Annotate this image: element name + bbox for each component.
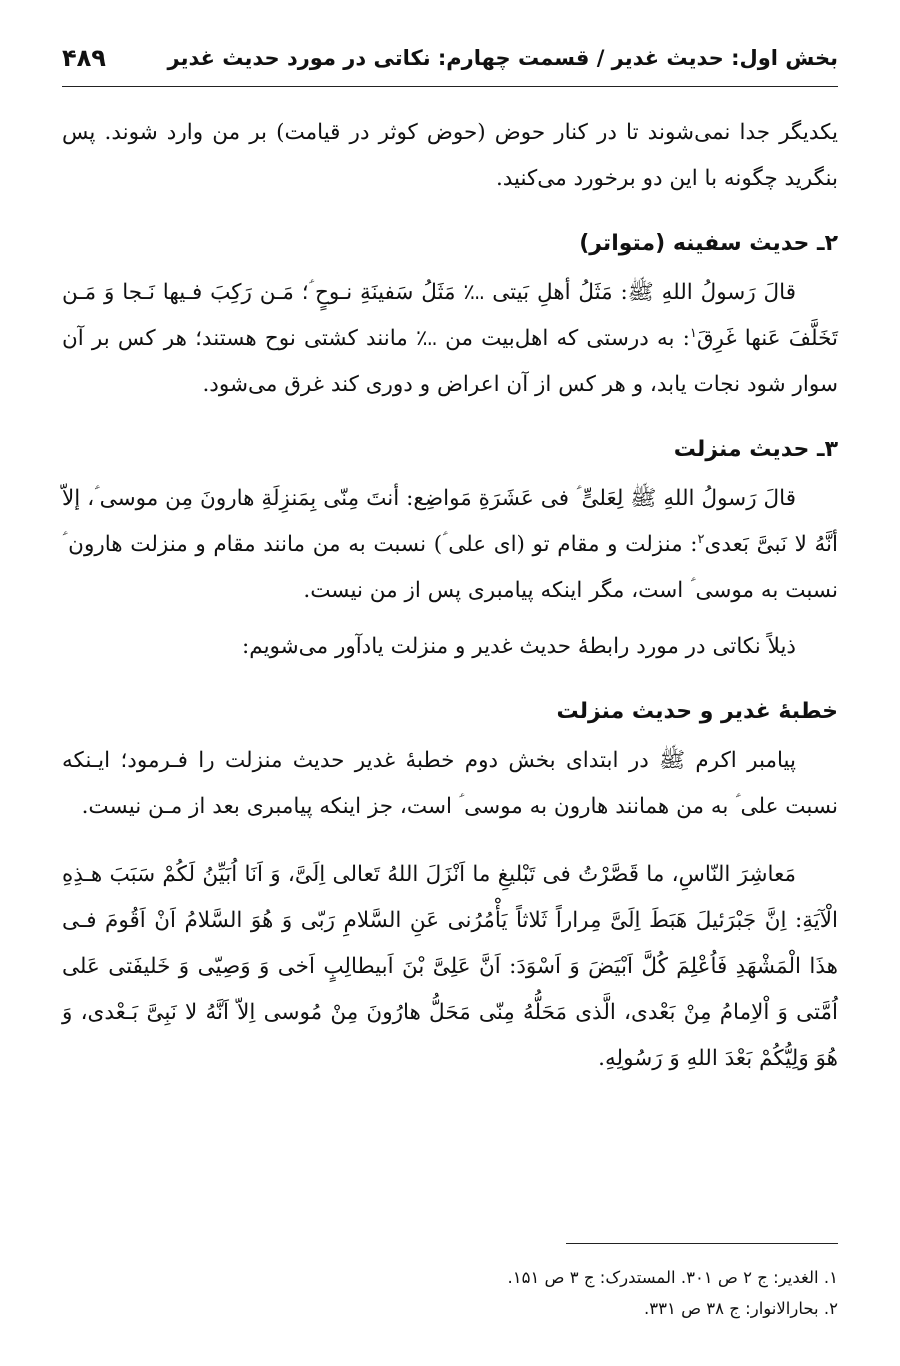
paragraph-hadith-manzila	[62, 476, 838, 614]
footnote-1: ۱. الغدیر: ج ۲ ص ۳۰۱. المستدرک: ج ۳ ص ۱۵۱.	[507, 1268, 838, 1287]
running-header	[62, 38, 838, 78]
paragraph-khutba: پیامبر اکرم ﷺ در ابتدای بخش دوم خطبۀ غدیر حدیث منزلت را فـرمود؛ ایـنکه نسبت علی ؑ به من همانند هارون به موسی ؑ است، جز اینکه پیامبری بعد از مـن نیست.	[62, 748, 838, 819]
paragraph-intro: ذیلاً نکاتی در مورد رابطۀ حدیث غدیر و منزلت یادآور می‌شویم:	[242, 634, 796, 659]
paragraph-arabic-sermon: مَعاشِرَ النّاسِ، ما قَصَّرْتُ فی تَبْلیغِ ما اَنْزَلَ اللهُ تَعالی اِلَیَّ، وَ اَنَا اُبَیِّنُ لَکُمْ سَبَبَ هـذِهِ الْآیَةِ: اِنَّ جَبْرَئیلَ هَبَطَ اِلَیَّ مِراراً ثَلاثاً یَأْمُرُنی عَنِ السَّلامِ رَبّی وَ هُوَ السَّلامُ اَنْ اَقُومَ فـی هذَا الْمَشْهَدِ فَاُعْلِمَ کُلَّ اَبْیَضَ وَ اَسْوَدَ: اَنَّ عَلِیَّ بْنَ اَبیطالِبٍ اَخی وَ وَصِیّی وَ خَلیفَتی عَلی اُمَّتی وَ اْلاِمامُ مِنْ بَعْدی، الَّذی مَحَلُّهُ مِنّی مَحَلُّ هارُونَ مِنْ مُوسی اِلاّ اَنَّهُ لا نَبِیَّ بَـعْدی، وَ هُوَ وَلِیُّکُمْ بَعْدَ اللهِ وَ رَسُولِهِ.	[62, 862, 838, 1071]
safina-translation: : به درستی که اهل‌بیت من ؊ مانند کشتی نوح هستند؛ هر کس بر آن سوار شود نجات یابد، و هر کس از آن اعراض و دوری کند غرق می‌شود.	[62, 326, 838, 397]
manzila-translation: : منزلت و مقام تو (ای علی ؑ) نسبت به من مانند مقام و منزلت هارون ؑ نسبت به موسی ؑ است، مگر اینکه پیامبری پس از من نیست.	[62, 532, 838, 603]
safina-arabic: قالَ رَسولُ اللهِ ﷺ: مَثَلُ أهلِ بَیتی ؊ مَثَلُ سَفینَةِ نـوحٍ ؑ؛ مَـن رَکِبَ فـیها نَـجا وَ مَـن تَخَلَّفَ عَنها غَرِقَ	[62, 280, 838, 351]
paragraph-continuation: یکدیگر جدا نمی‌شوند تا در کنار حوض (حوض کوثر در قیامت) بر من وارد شوند. پس بنگرید چگونه با این دو برخورد می‌کنید.	[62, 120, 838, 191]
paragraph-hadith-safina	[62, 270, 838, 408]
footnote-rule	[566, 1243, 838, 1244]
header-rule	[62, 86, 838, 87]
footnote-ref-1[interactable]: ۱	[689, 325, 697, 341]
heading-khutba-manzila: خطبۀ غدیر و حدیث منزلت	[556, 699, 838, 724]
heading-hadith-safina: ۲ـ حدیث سفینه (متواتر)	[579, 231, 838, 256]
footnote-2: ۲. بحارالانوار: ج ۳۸ ص ۳۳۱.	[644, 1299, 838, 1318]
footnote-ref-2[interactable]: ۲	[697, 531, 705, 547]
heading-hadith-manzila: ۳ـ حدیث منزلت	[673, 437, 838, 462]
main-text	[62, 110, 838, 1082]
footnotes	[62, 1262, 838, 1324]
manzila-arabic: قالَ رَسولُ اللهِ ﷺ لِعَلیٍّ ؑ فی عَشَرَةِ مَواضِع: أنتَ مِنّی بِمَنزِلَةِ هارونَ مِن موسی ؑ، إلاّ أنَّهُ لا نَبیَّ بَعدی	[62, 486, 838, 557]
page-number: ۴۸۹	[62, 44, 106, 72]
header-title: بخش اول: حدیث غدیر / قسمت چهارم: نکاتی در مورد حدیث غدیر	[167, 46, 838, 70]
